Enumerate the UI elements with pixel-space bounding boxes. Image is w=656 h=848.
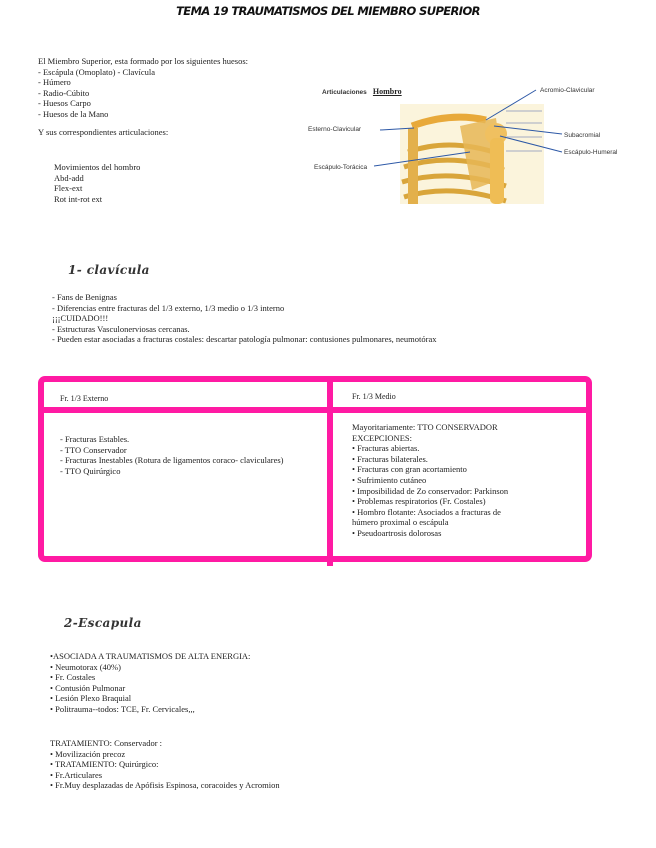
sternum-shape	[408, 128, 418, 204]
shoulder-diagram	[300, 82, 640, 206]
medio-line: • Imposibilidad de Zo conservador: Parkinson	[352, 485, 509, 496]
medio-line: Mayoritariamente: TTO CONSERVADOR	[352, 422, 498, 432]
table-cell-medio	[352, 422, 508, 539]
clavicula-line: - Diferencias entre fracturas del 1/3 externo, 1/3 medio o 1/3 interno	[52, 302, 285, 313]
clavicula-lines	[52, 292, 437, 345]
medio-line: • Fracturas bilaterales.	[352, 453, 428, 464]
movimiento-line: Movimientos del hombro	[54, 162, 141, 172]
shoulder-illustration	[300, 82, 640, 206]
clavicula-line: ¡¡¡CUIDADO!!!	[52, 313, 109, 323]
guide-line	[506, 136, 542, 138]
externo-line: - TTO Quirúrgico	[60, 465, 121, 476]
table-cell-externo	[60, 434, 284, 476]
label-esterno-clavicular: Esterno-Clavicular	[308, 126, 362, 133]
clavicula-line: - Fans de Benignas	[52, 292, 117, 302]
diagram-caption-small: Articulaciones	[322, 89, 367, 96]
escapula-line: • Lesión Plexo Braquial	[50, 693, 132, 703]
medio-line: • Fracturas abiertas.	[352, 443, 420, 454]
intro-line: - Radio-Cúbito	[38, 87, 90, 98]
medio-line: húmero proximal o escápula	[352, 517, 449, 528]
articulaciones-line: Y sus correspondientes articulaciones:	[38, 127, 169, 137]
clavicula-line: - Pueden estar asociadas a fracturas costales: descartar patología pulmonar: contusiones pulmonares, neumotórax	[52, 334, 437, 344]
label-acromio-clavicular: Acromio-Clavicular	[540, 87, 595, 94]
page-title: TEMA 19 TRAUMATISMOS DEL MIEMBRO SUPERIOR	[176, 4, 480, 18]
externo-line: - Fracturas Estables.	[60, 434, 130, 444]
medio-line: • Sufrimiento cutáneo	[352, 474, 427, 485]
intro-line: - Huesos de la Mano	[38, 108, 109, 119]
tratamiento-line: • TRATAMIENTO: Quirúrgico:	[50, 759, 159, 769]
tratamiento-line: TRATAMIENTO: Conservador :	[50, 738, 163, 748]
tratamiento-line: • Fr.Articulares	[50, 769, 103, 780]
clavicula-heading: 1- clavícula	[68, 263, 150, 277]
movimiento-line: Rot int-rot ext	[54, 193, 103, 204]
medio-line: EXCEPCIONES:	[352, 432, 412, 443]
intro-lines	[38, 56, 248, 119]
escapula-lines-a	[50, 651, 250, 714]
medio-line: • Fracturas con gran acortamiento	[352, 464, 467, 475]
medio-line: • Hombro flotante: Asociados a fracturas de	[352, 506, 501, 517]
escapula-line: • Contusión Pulmonar	[50, 682, 126, 693]
intro-line: - Huesos Carpo	[38, 98, 91, 108]
externo-line: - Fracturas Inestables (Rotura de ligamentos coraco- claviculares)	[60, 455, 284, 465]
guide-line	[506, 122, 542, 124]
movimiento-line: Abd-add	[54, 172, 84, 183]
escapula-heading: 2-Escapula	[64, 616, 142, 630]
label-subacromial: Subacromial	[564, 132, 601, 139]
escapula-line: •ASOCIADA A TRAUMATISMOS DE ALTA ENERGIA:	[50, 651, 251, 661]
escapula-lines-b	[50, 738, 280, 791]
externo-line: - TTO Conservador	[60, 444, 127, 455]
medio-line: • Pseudoartrosis dolorosas	[352, 527, 442, 538]
escapula-line: • Neumotorax (40%)	[50, 661, 121, 672]
guide-line	[506, 150, 542, 152]
guide-line	[506, 110, 542, 112]
tratamiento-line: • Movilización precoz	[50, 748, 126, 759]
movimientos-list	[54, 162, 140, 204]
intro-block	[38, 56, 248, 138]
label-escapulo-humeral: Escápulo-Humeral	[564, 149, 618, 156]
tratamiento-line: • Fr.Muy desplazadas de Apófisis Espinosa, coracoides y Acromion	[50, 780, 280, 790]
intro-line: El Miembro Superior, esta formado por los siguientes huesos:	[38, 56, 249, 66]
clavicula-line: - Estructuras Vasculonerviosas cercanas.	[52, 323, 190, 334]
intro-line: - Húmero	[38, 77, 71, 87]
escapula-line: • Fr. Costales	[50, 672, 96, 682]
diagram-caption-bold: Hombro	[372, 87, 402, 96]
humerus-shape	[490, 138, 504, 204]
fracture-table	[38, 376, 592, 562]
label-escapulo-toracica: Escápulo-Torácica	[314, 164, 368, 171]
table-header-externo: Fr. 1/3 Externo	[60, 394, 109, 403]
intro-line: - Escápula (Omoplato) - Clavícula	[38, 66, 156, 77]
movimiento-line: Flex-ext	[54, 183, 83, 193]
escapula-line: • Politrauma--todos: TCE, Fr. Cervicales,,,	[50, 703, 195, 714]
medio-line: • Problemas respiratorios (Fr. Costales)	[352, 496, 486, 507]
table-header-medio: Fr. 1/3 Medio	[352, 392, 396, 401]
